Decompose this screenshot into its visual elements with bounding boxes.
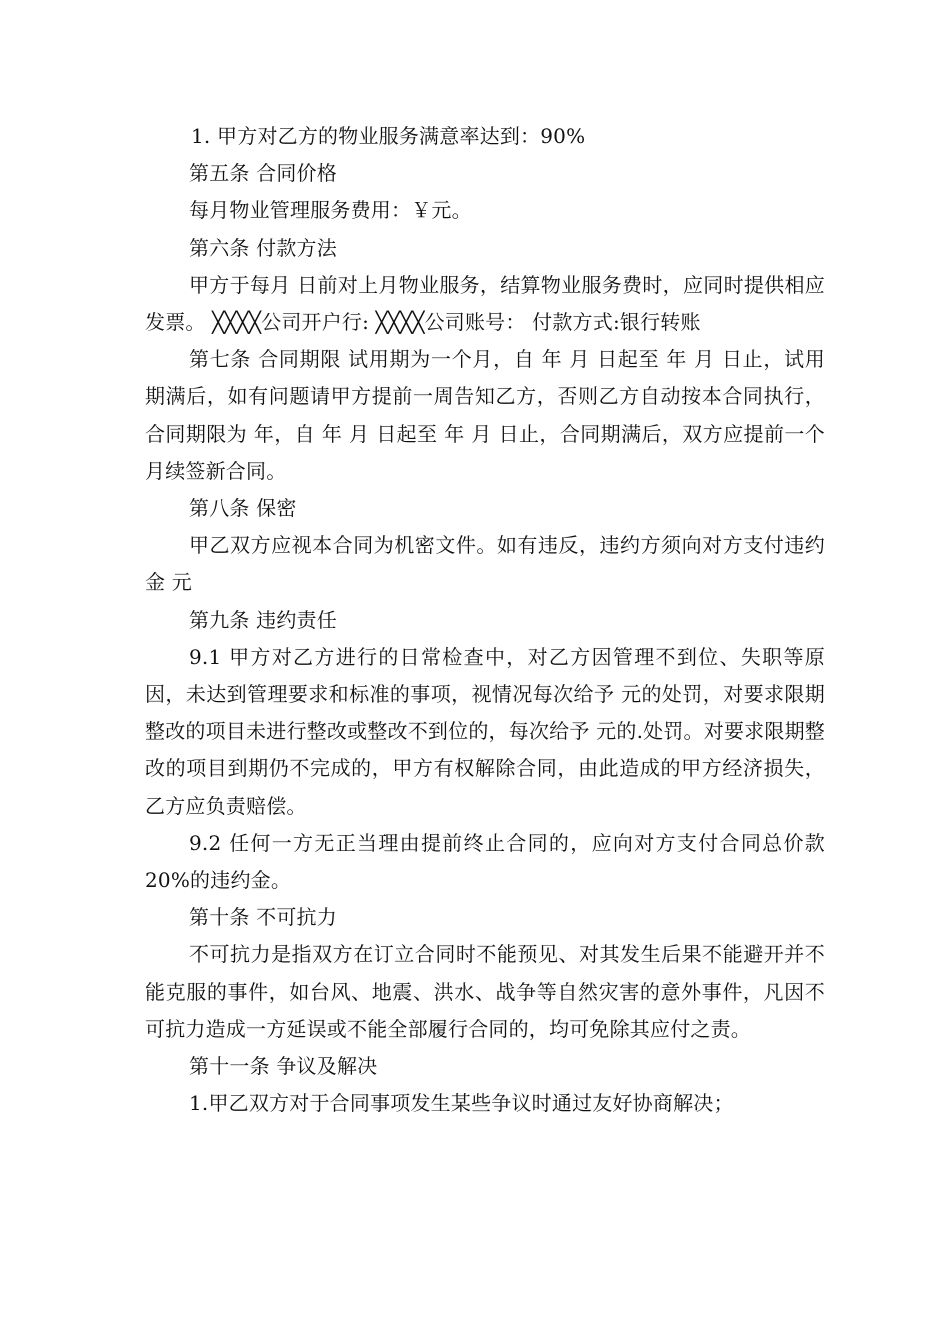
heading-article-9: 第九条 违约责任 [189, 607, 337, 632]
paragraph-9-2: 9.2 任何一方无正当理由提前终止合同的，应向对方支付合同总价款 20%的违约金。 [145, 830, 825, 893]
paragraph-confidentiality: 甲乙双方应视本合同为机密文件。如有违反，违约方须向对方支付违约金 元 [145, 533, 825, 595]
paragraph-dispute-1: 1.甲乙双方对于合同事项发生某些争议时通过友好协商解决； [189, 1091, 734, 1116]
heading-article-8: 第八条 保密 [189, 496, 297, 521]
paragraph-article-7-term: 第七条 合同期限 试用期为一个月，自 年 月 日起至 年 月 日止，试用期满后，如有问题请甲方提前一周告知乙方，否则乙方自动按本合同执行，合同期限为 年，自 年 月 日起至 年 月 日止，合同期满后，双方应提前一个月续签新合同。 [145, 347, 825, 483]
document-body [145, 118, 825, 1122]
paragraph-satisfaction-rate: 1. 甲方对乙方的物业服务满意率达到：90% [191, 124, 586, 148]
paragraph-9-1: 9.1 甲方对乙方进行的日常检查中，对乙方因管理不到位、失职等原因，未达到管理要求和标准的事项，视情况每次给予 元的处罚，对要求限期整改的项目未进行整改或整改不到位的，每次给予 元的.处罚。对要求限期整改的项目到期仍不完成的，甲方有权解除合同，由此造成的甲方经济损失，乙方应负责赔偿。 [145, 644, 825, 818]
heading-article-10: 第十条 不可抗力 [189, 905, 337, 930]
heading-article-11: 第十一条 争议及解决 [189, 1054, 378, 1079]
paragraph-force-majeure: 不可抗力是指双方在订立合同时不能预见、对其发生后果不能避开并不能克服的事件，如台风、地震、洪水、战争等自然灾害的意外事件，凡因不可抗力造成一方延误或不能全部履行合同的，均可免除其应付之责。 [145, 942, 825, 1041]
paragraph-payment-method: 甲方于每月 日前对上月物业服务，结算物业服务费时，应同时提供相应发票。 ╳╳╳╳公司开户行: ╳╳╳╳公司账号： 付款方式:银行转账 [145, 272, 825, 335]
paragraph-monthly-fee: 每月物业管理服务费用：￥元。 [189, 198, 472, 223]
heading-article-6: 第六条 付款方法 [189, 235, 337, 260]
heading-article-5: 第五条 合同价格 [189, 161, 337, 186]
